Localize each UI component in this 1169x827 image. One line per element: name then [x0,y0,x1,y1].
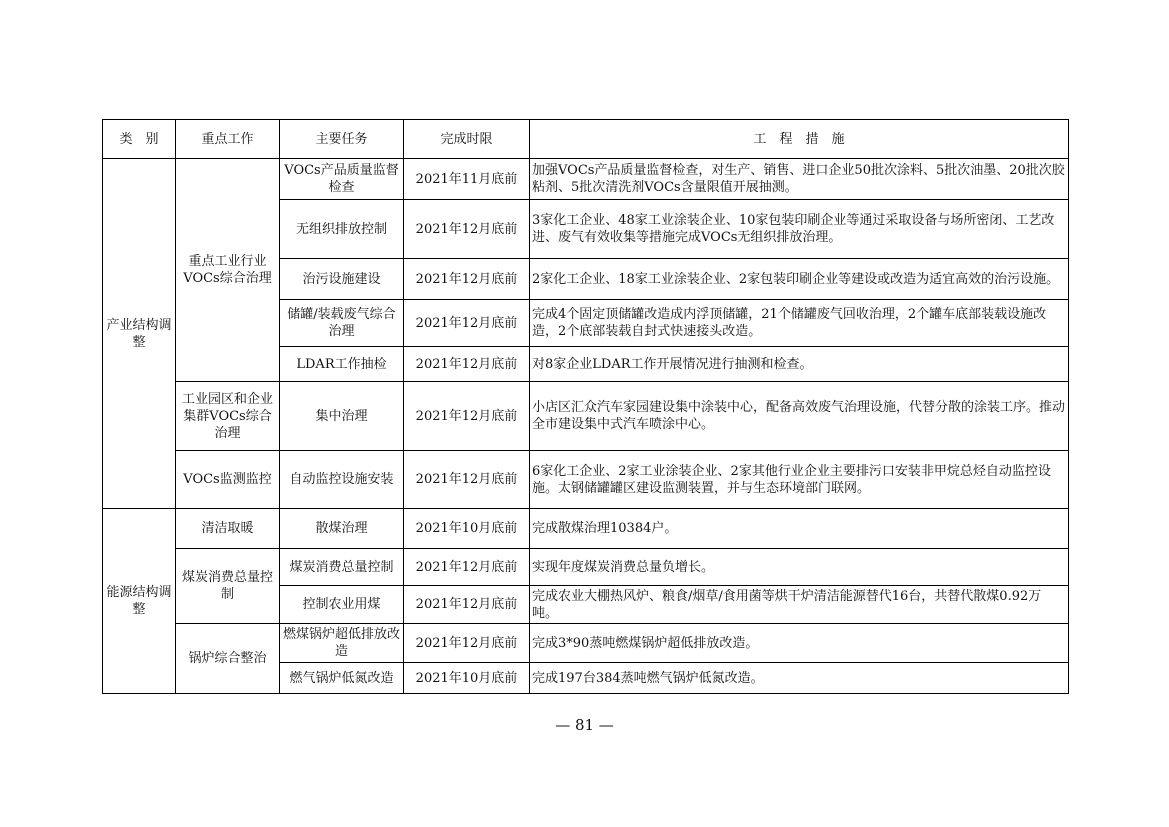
deadline-cell: 2021年12月底前 [404,347,530,382]
table-header-row [103,120,1069,159]
key-work-cell: VOCs监测监控 [176,451,280,509]
key-work-cell: 煤炭消费总量控制 [176,549,280,624]
deadline-cell: 2021年12月底前 [404,382,530,451]
task-cell: 集中治理 [280,382,404,451]
table-row [103,509,1069,549]
measure-cell: 对8家企业LDAR工作开展情况进行抽测和检查。 [530,347,1069,382]
key-work-cell: 工业园区和企业集群VOCs综合治理 [176,382,280,451]
measure-cell: 小店区汇众汽车家园建设集中涂装中心，配备高效废气治理设施，代替分散的涂装工序。推动全市建设集中式汽车喷涂中心。 [530,382,1069,451]
key-work-cell: 清洁取暖 [176,509,280,549]
deadline-cell: 2021年12月底前 [404,200,530,259]
measure-cell: 实现年度煤炭消费总量负增长。 [530,549,1069,586]
task-cell: 控制农业用煤 [280,586,404,624]
task-cell: 煤炭消费总量控制 [280,549,404,586]
measure-cell: 完成197台384蒸吨燃气锅炉低氮改造。 [530,663,1069,694]
table-row [103,624,1069,663]
header-key-work: 重点工作 [176,120,280,159]
header-category: 类 别 [103,120,176,159]
measure-cell: 6家化工企业、2家工业涂装企业、2家其他行业企业主要排污口安装非甲烷总烃自动监控设施。太钢储罐罐区建设监测装置，并与生态环境部门联网。 [530,451,1069,509]
deadline-cell: 2021年12月底前 [404,549,530,586]
header-main-task: 主要任务 [280,120,404,159]
task-cell: 无组织排放控制 [280,200,404,259]
task-cell: 自动监控设施安装 [280,451,404,509]
task-cell: 储罐/装载废气综合治理 [280,300,404,347]
deadline-cell: 2021年10月底前 [404,509,530,549]
header-deadline: 完成时限 [404,120,530,159]
measure-cell: 3家化工企业、48家工业涂装企业、10家包装印刷企业等通过采取设备与场所密闭、工艺改进、废气有效收集等措施完成VOCs无组织排放治理。 [530,200,1069,259]
table-row [103,382,1069,451]
measure-cell: 完成散煤治理10384户。 [530,509,1069,549]
deadline-cell: 2021年12月底前 [404,586,530,624]
page-number: — 81 — [555,716,614,734]
task-cell: LDAR工作抽检 [280,347,404,382]
category-cell: 产业结构调整 [103,159,176,509]
table-row [103,549,1069,586]
measure-cell: 加强VOCs产品质量监督检查，对生产、销售、进口企业50批次涂料、5批次油墨、20批次胶粘剂、5批次清洗剂VOCs含量限值开展抽测。 [530,159,1069,200]
deadline-cell: 2021年11月底前 [404,159,530,200]
measures-table [102,119,1069,694]
deadline-cell: 2021年10月底前 [404,663,530,694]
category-cell: 能源结构调整 [103,509,176,694]
deadline-cell: 2021年12月底前 [404,300,530,347]
measure-cell: 完成4个固定顶储罐改造成内浮顶储罐，21个储罐废气回收治理，2个罐车底部装载设施改造，2个底部装载自封式快速接头改造。 [530,300,1069,347]
task-cell: 燃煤锅炉超低排放改造 [280,624,404,663]
header-measures: 工 程 措 施 [530,120,1069,159]
task-cell: VOCs产品质量监督检查 [280,159,404,200]
key-work-cell: 锅炉综合整治 [176,624,280,694]
key-work-cell: 重点工业行业VOCs综合治理 [176,159,280,382]
measure-cell: 2家化工企业、18家工业涂装企业、2家包装印刷企业等建设或改造为适宜高效的治污设施。 [530,259,1069,300]
deadline-cell: 2021年12月底前 [404,624,530,663]
measure-cell: 完成农业大棚热风炉、粮食/烟草/食用菌等烘干炉清洁能源替代16台，共替代散煤0.92万吨。 [530,586,1069,624]
task-cell: 散煤治理 [280,509,404,549]
task-cell: 燃气锅炉低氮改造 [280,663,404,694]
table-row [103,159,1069,200]
table-row [103,451,1069,509]
deadline-cell: 2021年12月底前 [404,451,530,509]
task-cell: 治污设施建设 [280,259,404,300]
deadline-cell: 2021年12月底前 [404,259,530,300]
measure-cell: 完成3*90蒸吨燃煤锅炉超低排放改造。 [530,624,1069,663]
